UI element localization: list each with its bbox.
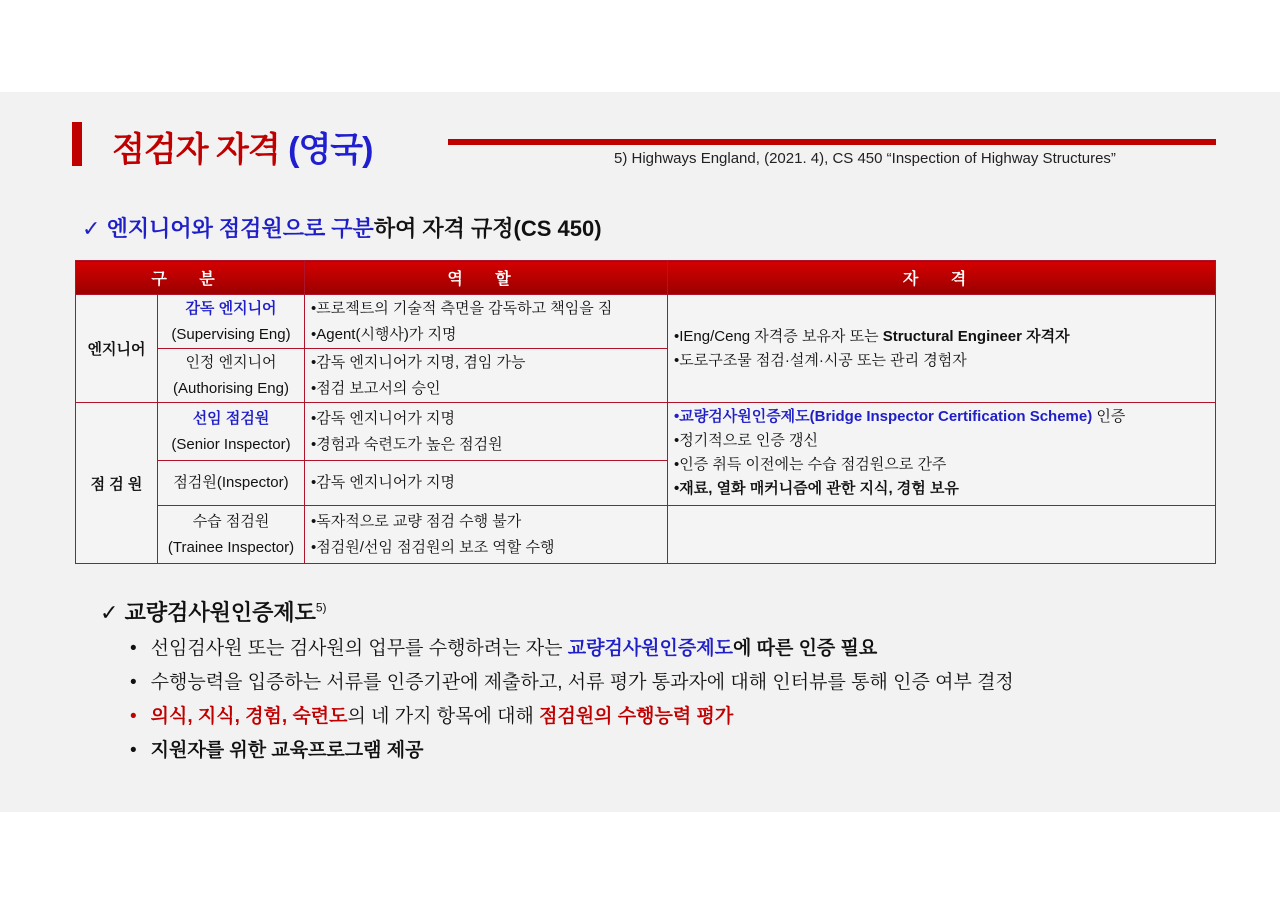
engineer-qualifications — [668, 295, 1216, 403]
list-item: • 선임검사원 또는 검사원의 업무를 수행하려는 자는 교량검사원인증제도에 따른 인증 필요 — [130, 632, 1014, 666]
header-category: 구 분 — [76, 261, 305, 295]
page-title — [112, 122, 372, 171]
role-title: 인정 엔지니어 — [185, 353, 277, 371]
heading-rest: 하여 자격 규정(CS 450) — [373, 216, 602, 241]
reference-note: 5) Highways England, (2021. 4), CS 450 “Inspection of Highway Structures” — [614, 150, 1116, 167]
qualification: •정기적으로 인증 갱신 — [674, 432, 818, 449]
title-country: (영국) — [288, 131, 373, 169]
qualification: •도로구조물 점검·설계·시공 또는 관리 경험자 — [674, 351, 967, 369]
group-engineer: 엔지니어 — [76, 295, 158, 403]
role-english: (Supervising Eng) — [171, 325, 291, 343]
role-english: (Authorising Eng) — [173, 379, 289, 397]
duty: •경험과 숙련도가 높은 점검원 — [311, 435, 503, 453]
role-name — [158, 506, 305, 564]
group-inspector: 점 검 원 — [76, 403, 158, 564]
role-duties — [305, 349, 668, 403]
role-title: 감독 엔지니어 — [185, 299, 277, 317]
duty: •감독 엔지니어가 지명 — [311, 409, 455, 427]
duty: •감독 엔지니어가 지명, 겸임 가능 — [311, 353, 526, 371]
table-row — [76, 295, 1216, 349]
check-icon: ✓ — [82, 216, 101, 241]
footnote-ref: 5) — [315, 600, 327, 615]
list-item: • 지원자를 위한 교육프로그램 제공 — [130, 734, 1014, 768]
title-divider — [448, 139, 1216, 145]
title-accent-bar — [72, 122, 82, 166]
role-name — [158, 295, 305, 349]
heading-text: 교량검사원인증제도 — [124, 600, 316, 625]
qualification: •인증 취득 이전에는 수습 점검원으로 간주 — [674, 456, 947, 473]
header-qualification: 자 격 — [668, 261, 1216, 295]
duty: •Agent(시행사)가 지명 — [311, 325, 457, 343]
qualification: •교량검사원인증제도(Bridge Inspector Certification Scheme) 인증 — [674, 408, 1126, 425]
role-title: 수습 점검원 — [192, 512, 270, 530]
qualification-table — [75, 260, 1216, 564]
table-row — [76, 403, 1216, 461]
role-duties — [305, 403, 668, 461]
title-main: 점검자 자격 — [112, 131, 289, 169]
role-name: 점검원(Inspector) — [158, 461, 305, 506]
duty: •프로젝트의 기술적 측면을 감독하고 책임을 짐 — [311, 299, 613, 317]
duty: •점검원/선임 점검원의 보조 역할 수행 — [311, 538, 555, 556]
qualification: •재료, 열화 매커니즘에 관한 지식, 경험 보유 — [674, 480, 959, 497]
table-row — [76, 506, 1216, 564]
inspector-qualifications — [668, 403, 1216, 506]
role-name — [158, 403, 305, 461]
bullet-list — [130, 632, 1014, 768]
role-duties — [305, 295, 668, 349]
duty: •독자적으로 교량 점검 수행 불가 — [311, 512, 522, 530]
qualification: •IEng/Ceng 자격증 보유자 또는 Structural Engineer 자격자 — [674, 327, 1070, 345]
header-role: 역 할 — [305, 261, 668, 295]
section-heading-1 — [82, 212, 602, 243]
duty: •점검 보고서의 승인 — [311, 379, 441, 397]
role-duties: •감독 엔지니어가 지명 — [305, 461, 668, 506]
table-header-row — [76, 261, 1216, 295]
empty-cell — [668, 506, 1216, 564]
heading-highlight: 엔지니어와 점검원으로 구분 — [106, 216, 374, 241]
section-heading-2 — [100, 596, 327, 627]
role-duties — [305, 506, 668, 564]
role-english: (Senior Inspector) — [171, 435, 291, 453]
role-title: 선임 점검원 — [192, 409, 270, 427]
check-icon: ✓ — [100, 600, 119, 625]
list-item: • 의식, 지식, 경험, 숙련도의 네 가지 항목에 대해 점검원의 수행능력 평가 — [130, 700, 1014, 734]
role-english: (Trainee Inspector) — [167, 538, 295, 556]
role-name — [158, 349, 305, 403]
list-item: • 수행능력을 입증하는 서류를 인증기관에 제출하고, 서류 평가 통과자에 대해 인터뷰를 통해 인증 여부 결정 — [130, 666, 1014, 700]
